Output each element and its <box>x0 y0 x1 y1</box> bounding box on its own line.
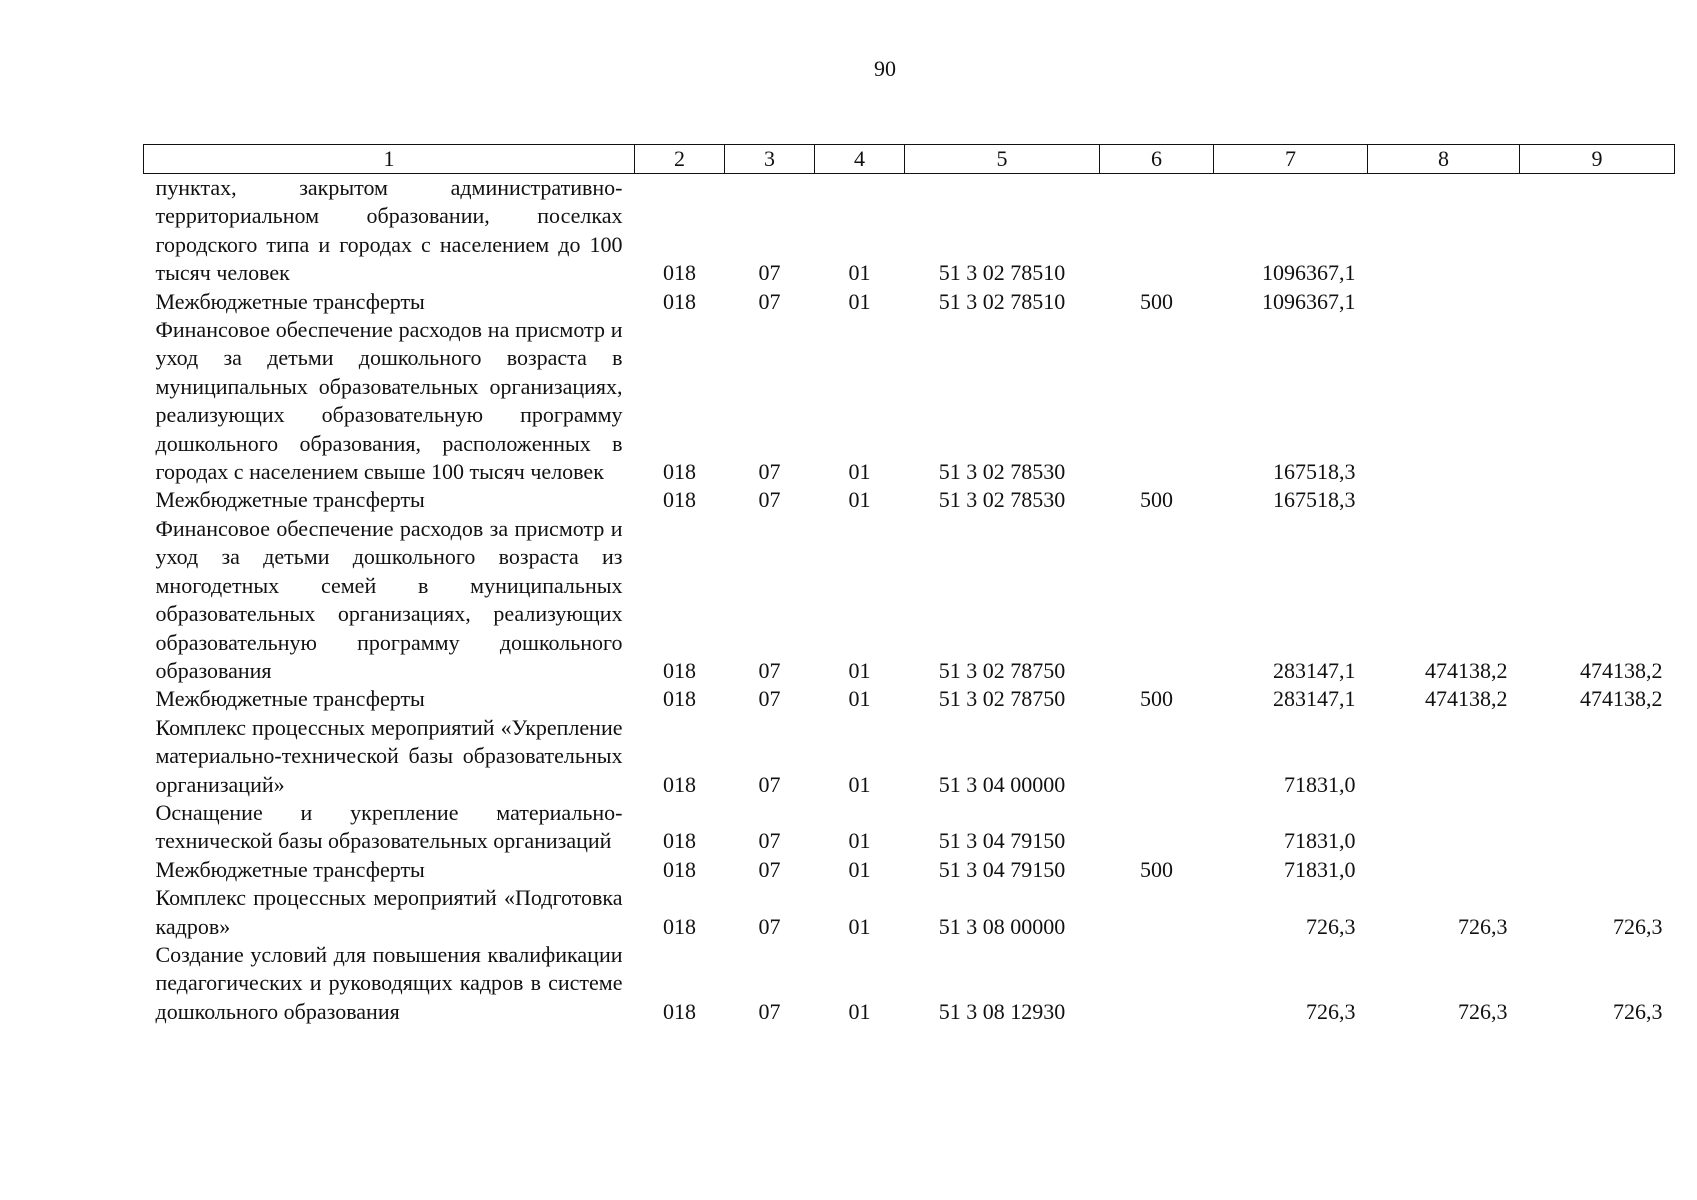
table-row <box>144 515 1675 685</box>
cell-rz: 07 <box>758 459 781 485</box>
cell-pr: 01 <box>848 487 871 513</box>
cell-vr: 500 <box>1140 686 1173 712</box>
table-row <box>144 799 1675 856</box>
cell-pr: 01 <box>848 686 871 712</box>
cell-amount-year1: 1096367,1 <box>1262 288 1356 314</box>
cell-rz: 07 <box>758 998 781 1024</box>
cell-vr: 500 <box>1140 487 1173 513</box>
column-header: 9 <box>1520 145 1675 174</box>
budget-table <box>143 144 1675 1026</box>
cell-vr <box>1100 799 1214 856</box>
cell-amount-year2 <box>1368 174 1520 288</box>
cell-rz: 07 <box>758 487 781 513</box>
cell-amount-year1: 726,3 <box>1306 998 1356 1024</box>
table-body <box>144 174 1675 1027</box>
cell-amount-year2: 726,3 <box>1458 998 1508 1024</box>
cell-vr <box>1100 884 1214 941</box>
cell-amount-year2 <box>1368 799 1520 856</box>
cell-amount-year2: 474138,2 <box>1425 686 1508 712</box>
cell-rz: 07 <box>758 771 781 797</box>
cell-pr: 01 <box>848 998 871 1024</box>
column-header: 3 <box>725 145 815 174</box>
table-row <box>144 714 1675 799</box>
cell-amount-year1: 167518,3 <box>1273 459 1356 485</box>
row-name: Финансовое обеспечение расходов на присмотр и уход за детьми дошкольного возраста в муниципальных образовательных организациях, реализующих образовательную программу дошкольного образования, расположенных в городах с населением свыше 100 тысяч человек <box>155 317 623 485</box>
table-row <box>144 941 1675 1026</box>
cell-csr: 51 3 02 78510 <box>938 260 1066 286</box>
row-name: Комплекс процессных мероприятий «Подготовка кадров» <box>155 885 623 939</box>
cell-amount-year3: 726,3 <box>1613 998 1663 1024</box>
cell-csr: 51 3 04 79150 <box>938 856 1066 882</box>
cell-amount-year1: 71831,0 <box>1284 771 1356 797</box>
cell-pr: 01 <box>848 260 871 286</box>
cell-rz: 07 <box>758 828 781 854</box>
row-name: Межбюджетные трансферты <box>155 288 425 314</box>
cell-amount-year3 <box>1520 316 1675 486</box>
cell-pr: 01 <box>848 771 871 797</box>
cell-pr: 01 <box>848 657 871 683</box>
row-name: Межбюджетные трансферты <box>155 487 425 513</box>
cell-gr: 018 <box>663 459 696 485</box>
cell-gr: 018 <box>663 913 696 939</box>
cell-csr: 51 3 02 78750 <box>938 686 1066 712</box>
cell-rz: 07 <box>758 686 781 712</box>
table-row <box>144 685 1675 713</box>
cell-amount-year1: 283147,1 <box>1273 686 1356 712</box>
cell-amount-year2: 474138,2 <box>1425 657 1508 683</box>
header-row <box>144 145 1675 174</box>
row-name: Финансовое обеспечение расходов за присмотр и уход за детьми дошкольного возраста из многодетных семей в муниципальных образовательных организациях, реализующих образовательную программу дошкольного образования <box>155 515 623 683</box>
column-header: 2 <box>635 145 725 174</box>
cell-amount-year3 <box>1520 714 1675 799</box>
cell-amount-year3: 726,3 <box>1613 913 1663 939</box>
cell-csr: 51 3 04 79150 <box>938 828 1066 854</box>
table-row <box>144 884 1675 941</box>
cell-gr: 018 <box>663 828 696 854</box>
column-header: 6 <box>1100 145 1214 174</box>
cell-vr <box>1100 714 1214 799</box>
page-number: 90 <box>874 56 896 81</box>
cell-gr: 018 <box>663 998 696 1024</box>
cell-csr: 51 3 04 00000 <box>938 771 1066 797</box>
cell-amount-year2 <box>1368 288 1520 316</box>
cell-rz: 07 <box>758 657 781 683</box>
cell-rz: 07 <box>758 260 781 286</box>
cell-gr: 018 <box>663 487 696 513</box>
cell-amount-year3 <box>1520 856 1675 884</box>
column-header: 8 <box>1368 145 1520 174</box>
cell-gr: 018 <box>663 657 696 683</box>
row-name: Комплекс процессных мероприятий «Укрепление материально-технической базы образовательных организаций» <box>155 714 623 797</box>
cell-pr: 01 <box>848 828 871 854</box>
cell-amount-year1: 283147,1 <box>1273 657 1356 683</box>
cell-rz: 07 <box>758 913 781 939</box>
cell-rz: 07 <box>758 856 781 882</box>
row-name: Создание условий для повышения квалификации педагогических и руководящих кадров в системе дошкольного образования <box>155 941 623 1024</box>
cell-csr: 51 3 08 12930 <box>938 998 1066 1024</box>
row-name: Оснащение и укрепление материально-технической базы образовательных организаций <box>155 799 623 854</box>
cell-pr: 01 <box>848 913 871 939</box>
cell-csr: 51 3 02 78530 <box>938 459 1066 485</box>
row-name: Межбюджетные трансферты <box>155 686 425 712</box>
cell-csr: 51 3 02 78530 <box>938 487 1066 513</box>
cell-vr <box>1100 316 1214 486</box>
table-row <box>144 316 1675 486</box>
cell-amount-year3 <box>1520 486 1675 514</box>
table-row <box>144 856 1675 884</box>
cell-amount-year3 <box>1520 799 1675 856</box>
cell-gr: 018 <box>663 771 696 797</box>
cell-pr: 01 <box>848 856 871 882</box>
cell-amount-year2 <box>1368 856 1520 884</box>
cell-amount-year2: 726,3 <box>1458 913 1508 939</box>
cell-amount-year3 <box>1520 288 1675 316</box>
column-header: 7 <box>1214 145 1368 174</box>
cell-csr: 51 3 02 78750 <box>938 657 1066 683</box>
cell-gr: 018 <box>663 686 696 712</box>
column-header: 5 <box>905 145 1100 174</box>
cell-csr: 51 3 02 78510 <box>938 288 1066 314</box>
column-header: 1 <box>144 145 635 174</box>
cell-rz: 07 <box>758 288 781 314</box>
cell-amount-year1: 1096367,1 <box>1262 260 1356 286</box>
cell-gr: 018 <box>663 856 696 882</box>
row-name: пунктах, закрытом административно-территориальном образовании, поселках городского типа и городах с населением до 100 тысяч человек <box>155 175 623 286</box>
cell-vr <box>1100 941 1214 1026</box>
cell-amount-year3: 474138,2 <box>1580 657 1663 683</box>
cell-pr: 01 <box>848 459 871 485</box>
cell-amount-year1: 71831,0 <box>1284 856 1356 882</box>
cell-gr: 018 <box>663 260 696 286</box>
cell-amount-year2 <box>1368 714 1520 799</box>
row-name: Межбюджетные трансферты <box>155 856 425 882</box>
cell-csr: 51 3 08 00000 <box>938 913 1066 939</box>
cell-amount-year2 <box>1368 486 1520 514</box>
cell-gr: 018 <box>663 288 696 314</box>
cell-amount-year2 <box>1368 316 1520 486</box>
column-header: 4 <box>815 145 905 174</box>
cell-vr: 500 <box>1140 288 1173 314</box>
table-row <box>144 288 1675 316</box>
cell-vr <box>1100 515 1214 685</box>
cell-amount-year3 <box>1520 174 1675 288</box>
table-header <box>144 145 1675 174</box>
cell-vr <box>1100 174 1214 288</box>
cell-amount-year1: 71831,0 <box>1284 828 1356 854</box>
cell-vr: 500 <box>1140 856 1173 882</box>
cell-amount-year1: 167518,3 <box>1273 487 1356 513</box>
cell-amount-year3: 474138,2 <box>1580 686 1663 712</box>
table-row <box>144 486 1675 514</box>
table-row <box>144 174 1675 288</box>
cell-amount-year1: 726,3 <box>1306 913 1356 939</box>
cell-pr: 01 <box>848 288 871 314</box>
